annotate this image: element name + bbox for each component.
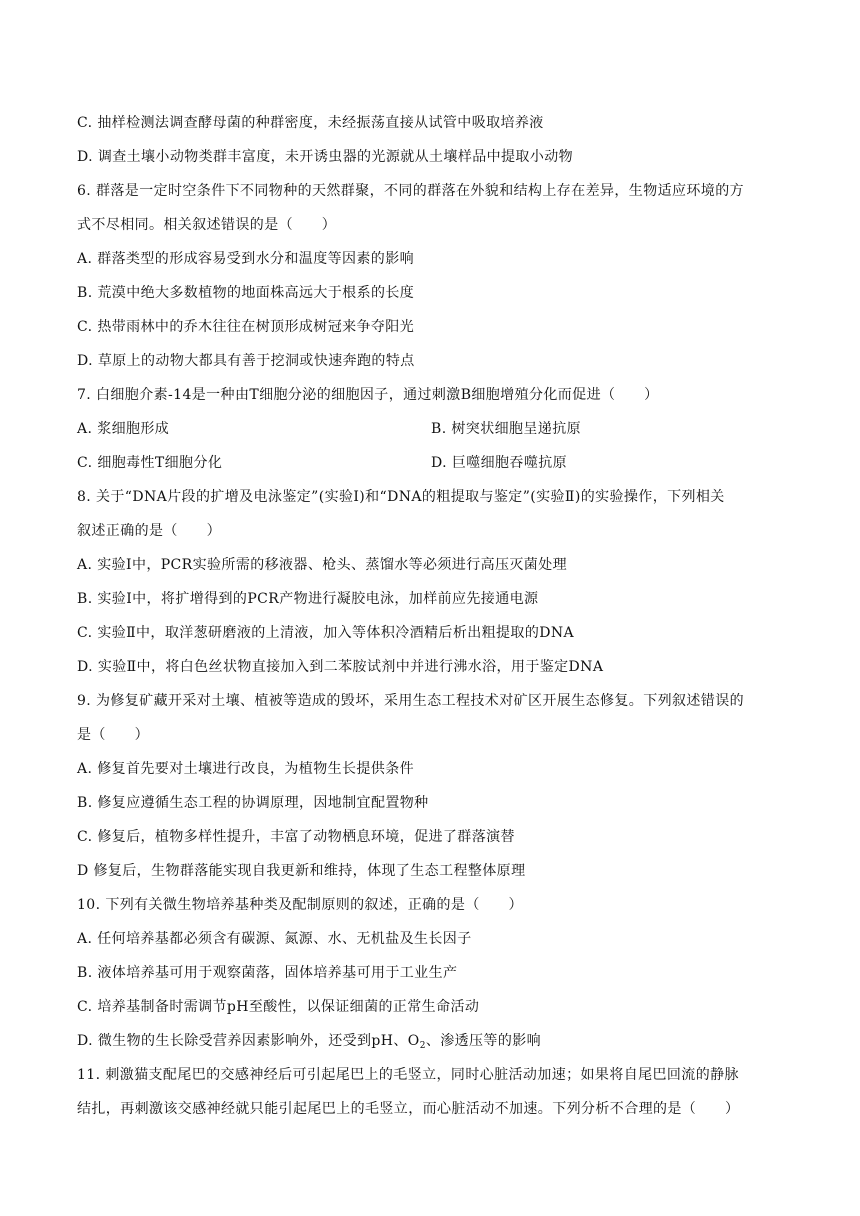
- q10-stem: 10. 下列有关微生物培养基种类及配制原则的叙述，正确的是（ ）: [77, 897, 523, 913]
- q8-stem-line-1: 8. 关于“DNA片段的扩增及电泳鉴定”(实验Ⅰ)和“DNA的粗提取与鉴定”(实验Ⅱ)的实验操作，下列相关: [77, 489, 725, 505]
- q10-option-b: B. 液体培养基可用于观察菌落，固体培养基可用于工业生产: [77, 965, 458, 981]
- q5-option-d: D. 调查土壤小动物类群丰富度，未开诱虫器的光源就从土壤样品中提取小动物: [77, 149, 574, 165]
- q8-stem-line-2: 叙述正确的是（ ）: [77, 523, 221, 539]
- q11-stem-line-2: 结扎，再刺激该交感神经就只能引起尾巴上的毛竖立，而心脏活动不加速。下列分析不合理的是（ ）: [77, 1101, 740, 1117]
- q6-stem-line-2: 式不尽相同。相关叙述错误的是（ ）: [77, 217, 337, 233]
- q10-option-d-subscript: 2: [419, 1041, 426, 1051]
- q8-option-d: D. 实验Ⅱ中，将白色丝状物直接加入到二苯胺试剂中并进行沸水浴，用于鉴定DNA: [77, 659, 604, 675]
- q10-option-d: [77, 1030, 541, 1051]
- q7-option-b: B. 树突状细胞呈递抗原: [431, 421, 581, 437]
- q6-option-a: A. 群落类型的形成容易受到水分和温度等因素的影响: [77, 251, 415, 267]
- q10-option-c: C. 培养基制备时需调节pH至酸性，以保证细菌的正常生命活动: [77, 999, 480, 1015]
- q9-option-b: B. 修复应遵循生态工程的协调原理，因地制宜配置物种: [77, 795, 429, 811]
- q6-stem-line-1: 6. 群落是一定时空条件下不同物种的天然群聚，不同的群落在外貌和结构上存在差异，生物适应环境的方: [77, 183, 745, 199]
- q5-option-c: C. 抽样检测法调查酵母菌的种群密度，未经振荡直接从试管中吸取培养液: [77, 115, 544, 131]
- q6-option-d: D. 草原上的动物大都具有善于挖洞或快速奔跑的特点: [77, 353, 415, 369]
- q7-option-c: C. 细胞毒性T细胞分化: [77, 455, 223, 471]
- q9-stem-line-1: 9. 为修复矿藏开采对土壤、植被等造成的毁坏，采用生态工程技术对矿区开展生态修复。下列叙述错误的: [77, 693, 745, 709]
- q6-option-b: B. 荒漠中绝大多数植物的地面株高远大于根系的长度: [77, 285, 415, 301]
- q8-option-a: A. 实验Ⅰ中，PCR实验所需的移液器、枪头、蒸馏水等必须进行高压灭菌处理: [77, 557, 568, 573]
- q8-option-c: C. 实验Ⅱ中，取洋葱研磨液的上清液，加入等体积冷酒精后析出粗提取的DNA: [77, 625, 575, 641]
- q10-option-d-text-end: 、渗透压等的影响: [425, 1033, 542, 1049]
- q7-option-d: D. 巨噬细胞吞噬抗原: [431, 455, 568, 471]
- q8-option-b: B. 实验Ⅰ中，将扩增得到的PCR产物进行凝胶电泳，加样前应先接通电源: [77, 591, 539, 607]
- q9-stem-line-2: 是（ ）: [77, 727, 149, 743]
- q10-option-a: A. 任何培养基都必须含有碳源、氮源、水、无机盐及生长因子: [77, 931, 472, 947]
- q7-stem: 7. 白细胞介素-14是一种由T细胞分泌的细胞因子，通过刺激B细胞增殖分化而促进（ ）: [77, 387, 659, 403]
- q9-option-a: A. 修复首先要对土壤进行改良，为植物生长提供条件: [77, 761, 415, 777]
- q7-option-a: A. 浆细胞形成: [77, 421, 170, 437]
- q9-option-c: C. 修复后，植物多样性提升，丰富了动物栖息环境，促进了群落演替: [77, 829, 515, 845]
- q10-option-d-text: D. 微生物的生长除受营养因素影响外，还受到pH、O: [77, 1033, 420, 1049]
- q6-option-c: C. 热带雨林中的乔木往往在树顶形成树冠来争夺阳光: [77, 319, 415, 335]
- q11-stem-line-1: 11. 刺激猫支配尾巴的交感神经后可引起尾巴上的毛竖立，同时心脏活动加速；如果将自尾巴回流的静脉: [77, 1067, 739, 1083]
- q9-option-d: D 修复后，生物群落能实现自我更新和维持，体现了生态工程整体原理: [77, 863, 526, 879]
